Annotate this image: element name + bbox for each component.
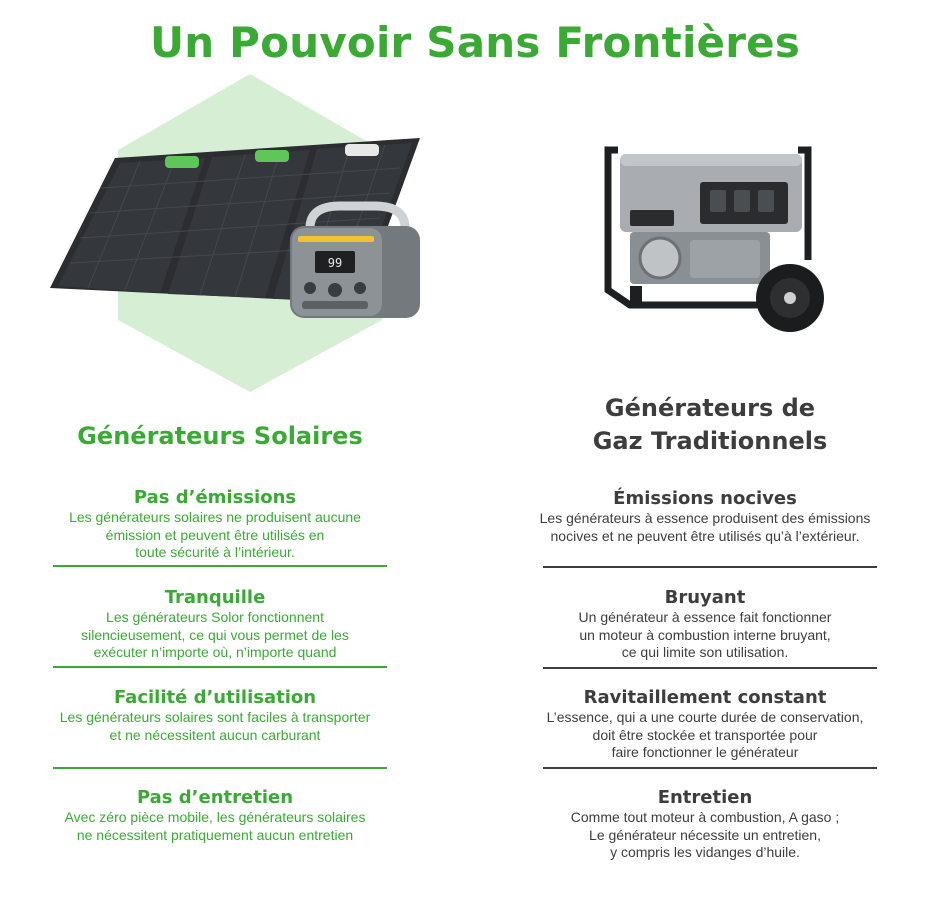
feature-text: Avec zéro pièce mobile, les générateurs solaires ne nécessitent pratiquement aucun entretien [64,809,366,843]
solar-feature-ease [20,687,410,744]
divider [543,667,877,669]
gas-heading-line2: Gaz Traditionnels [592,427,828,455]
gas-generator-illustration [590,140,835,340]
feature-text: Comme tout moteur à combustion, A gaso ; Le générateur nécessite un entretien, y compris les vidanges d’huile. [570,809,840,860]
divider [53,666,387,668]
solar-feature-quiet [20,587,410,662]
battery-display-value: 99 [327,256,343,270]
gas-heading [510,392,910,458]
feature-text: L’essence, qui a une courte durée de conservation, doit être stockée et transportée pour faire fonctionner le générateur [546,709,864,760]
gas-feature-maintenance [500,787,910,862]
feature-title: Pas d’entretien [136,787,294,808]
feature-title: Facilité d’utilisation [113,687,317,708]
feature-text: Les générateurs solaires ne produisent aucune émission et peuvent être utilisés en toute sécurité à l’intérieur. [69,509,361,560]
feature-text: Un générateur à essence fait fonctionner un moteur à combustion interne bruyant, ce qui limite son utilisation. [578,609,832,660]
feature-text: Les générateurs solaires sont faciles à transporter et ne nécessitent aucun carburant [59,709,371,743]
feature-title: Bruyant [664,587,746,608]
solar-feature-maintenance [20,787,410,844]
solar-generator-illustration [40,68,440,398]
divider [53,565,387,567]
gas-feature-emissions [500,488,910,545]
solar-feature-emissions [20,487,410,562]
feature-title: Tranquille [164,587,266,608]
divider [543,767,877,769]
feature-title: Entretien [657,787,753,808]
gas-feature-refuel [500,687,910,762]
feature-title: Ravitaillement constant [583,687,827,708]
divider [53,767,387,769]
feature-title: Pas d’émissions [133,487,297,508]
feature-title: Émissions nocives [613,488,797,509]
gas-generator-icon [608,150,824,332]
solar-heading: Générateurs Solaires [77,422,363,450]
gas-heading-line1: Générateurs de [604,394,816,422]
gas-feature-noisy [500,587,910,662]
feature-text: Les générateurs Solor fonctionnent silencieusement, ce qui vous permet de les exécuter n’importe où, n’importe quand [81,609,349,660]
divider [543,566,877,568]
page-title: Un Pouvoir Sans Frontières [149,18,801,67]
feature-text: Les générateurs à essence produisent des émissions nocives et ne peuvent être utilisés qu’à l’extérieur. [539,510,871,544]
